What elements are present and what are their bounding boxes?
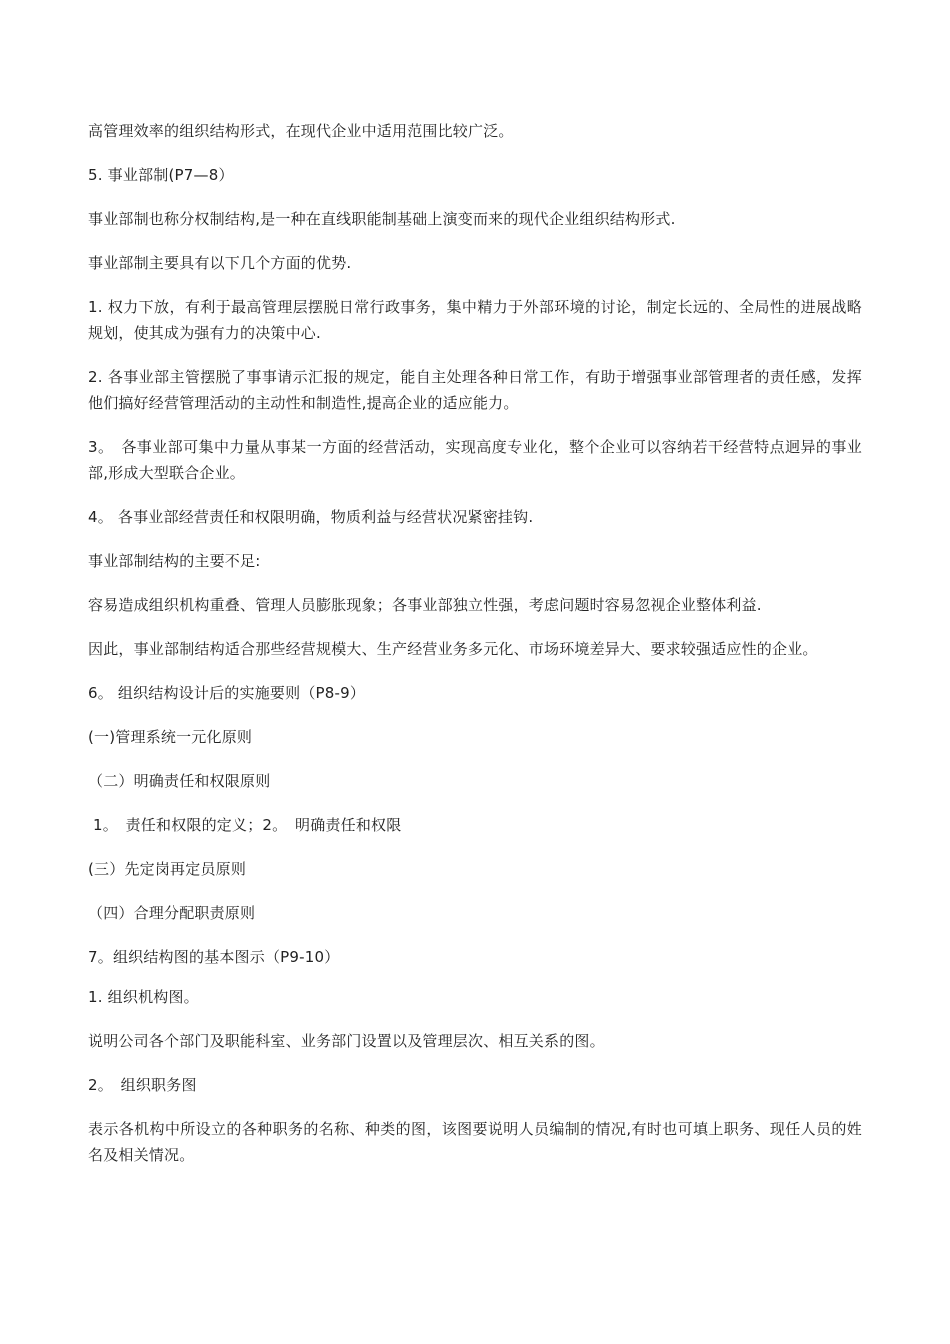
paragraph: 因此，事业部制结构适合那些经营规模大、生产经营业务多元化、市场环境差异大、要求较强适应性的企业。 (88, 640, 818, 658)
paragraph: 说明公司各个部门及职能科室、业务部门设置以及管理层次、相互关系的图。 (88, 1032, 605, 1050)
subheading: （四）合理分配职责原则 (88, 904, 256, 922)
document-page (88, 118, 862, 1186)
section-heading: 7。组织结构图的基本图示（P9-10） (88, 948, 340, 966)
list-item: 2. 各事业部主管摆脱了事事请示汇报的规定，能自主处理各种日常工作，有助于增强事业部管理者的责任感，发挥他们搞好经营管理活动的主动性和制造性,提高企业的适应能力。 (88, 368, 862, 412)
paragraph: 容易造成组织机构重叠、管理人员膨胀现象；各事业部独立性强，考虑问题时容易忽视企业整体利益. (88, 596, 762, 614)
paragraph: 表示各机构中所设立的各种职务的名称、种类的图，该图要说明人员编制的情况,有时也可填上职务、现任人员的姓名及相关情况。 (88, 1120, 862, 1164)
list-item: 1. 权力下放，有利于最高管理层摆脱日常行政事务，集中精力于外部环境的讨论，制定长远的、全局性的进展战略规划，使其成为强有力的决策中心. (88, 298, 862, 342)
list-item: 2。 组织职务图 (88, 1076, 197, 1094)
list-item: 1. 组织机构图。 (88, 988, 199, 1006)
paragraph: 事业部制也称分权制结构,是一种在直线职能制基础上演变而来的现代企业组织结构形式. (88, 210, 676, 228)
list-item: 3。 各事业部可集中力量从事某一方面的经营活动，实现高度专业化，整个企业可以容纳若干经营特点迥异的事业部,形成大型联合企业。 (88, 438, 862, 482)
subheading: (三）先定岗再定员原则 (88, 860, 247, 878)
paragraph: 高管理效率的组织结构形式，在现代企业中适用范围比较广泛。 (88, 122, 514, 140)
subheading: （二）明确责任和权限原则 (88, 772, 271, 790)
paragraph: 事业部制结构的主要不足: (88, 552, 261, 570)
subheading: (一)管理系统一元化原则 (88, 728, 253, 746)
paragraph: 事业部制主要具有以下几个方面的优势. (88, 254, 352, 272)
section-heading: 5. 事业部制(P7—8） (88, 166, 234, 184)
list-item: 4。 各事业部经营责任和权限明确，物质利益与经营状况紧密挂钩. (88, 508, 534, 526)
section-heading: 6。 组织结构设计后的实施要则（P8-9） (88, 684, 366, 702)
list-item: 1。 责任和权限的定义；2。 明确责任和权限 (88, 816, 402, 834)
